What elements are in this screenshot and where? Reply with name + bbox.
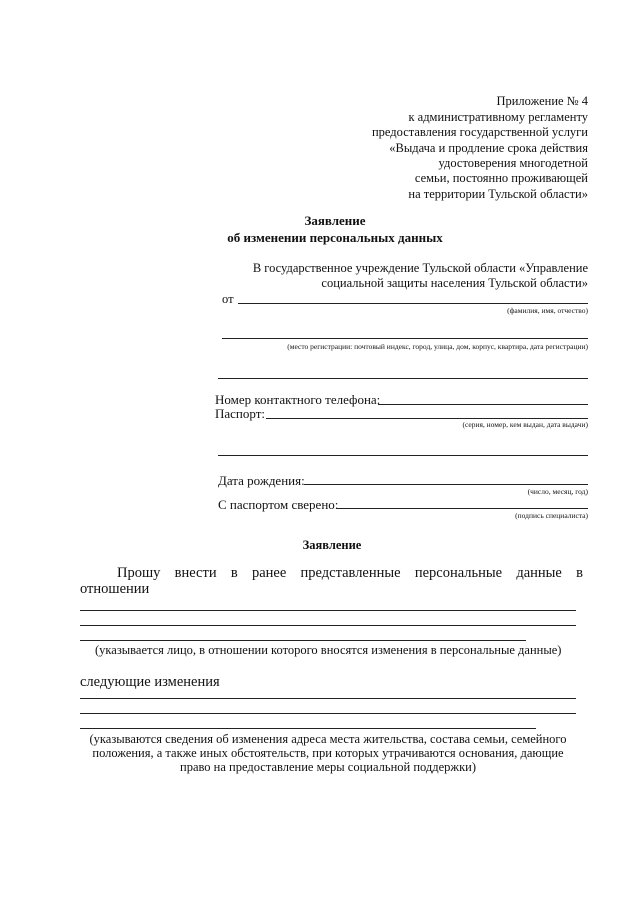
passport-hint: (серия, номер, кем выдан, дата выдачи): [462, 420, 588, 429]
checked-label: С паспортом сверено:: [218, 497, 339, 512]
statement-heading: Заявление: [302, 538, 362, 552]
appendix-line-2: к административному регламенту: [408, 110, 588, 124]
registration-line-2[interactable]: [218, 378, 588, 379]
checked-line[interactable]: [336, 508, 588, 509]
from-label: от: [222, 292, 234, 306]
request-word: в: [576, 565, 583, 581]
appendix-line-4: «Выдача и продление срока действия: [389, 141, 588, 155]
person-line-3[interactable]: [80, 640, 526, 641]
request-word: данные: [516, 565, 562, 581]
changes-hint-line-1: (указываются сведения об изменения адреса места жительства, состава семьи, семейного: [89, 732, 567, 746]
changes-line-1[interactable]: [80, 698, 576, 699]
form-title: Заявление: [304, 213, 366, 228]
request-line-1: [117, 566, 583, 581]
registration-hint: (место регистрации: почтовый индекс, город, улица, дом, корпус, квартира, дата регистрации): [287, 342, 588, 351]
addressee-line-2: социальной защиты населения Тульской области»: [321, 276, 588, 290]
appendix-line-7: на территории Тульской области»: [408, 187, 588, 201]
person-line-1[interactable]: [80, 610, 576, 611]
request-word: Прошу: [117, 565, 161, 581]
person-line-2[interactable]: [80, 625, 576, 626]
from-line[interactable]: [238, 303, 588, 304]
person-hint: (указывается лицо, в отношении которого вносятся изменения в персональные данные): [95, 643, 562, 657]
passport-line[interactable]: [266, 418, 588, 419]
changes-hint-line-3: право на предоставление меры социальной поддержки): [180, 760, 476, 774]
appendix-line-1: Приложение № 4: [496, 94, 588, 108]
birth-line[interactable]: [304, 484, 588, 485]
changes-line-2[interactable]: [80, 713, 576, 714]
birth-label: Дата рождения:: [218, 473, 305, 488]
appendix-line-6: семьи, постоянно проживающей: [414, 171, 588, 185]
appendix-line-3: предоставления государственной услуги: [371, 125, 588, 139]
passport-line-2[interactable]: [218, 455, 588, 456]
checked-hint: (подпись специалиста): [515, 511, 588, 520]
request-word: в: [230, 565, 238, 581]
changes-hint-line-2: положения, а также иных обстоятельств, при которых утрачиваются основания, дающие: [92, 746, 564, 760]
form-subtitle: об изменении персональных данных: [227, 230, 443, 245]
changes-line-3[interactable]: [80, 728, 536, 729]
request-word: внести: [174, 565, 217, 581]
birth-hint: (число, месяц, год): [527, 487, 588, 496]
request-line-2: отношении: [80, 581, 150, 597]
changes-label: следующие изменения: [80, 674, 220, 690]
phone-line[interactable]: [378, 404, 588, 405]
passport-label: Паспорт:: [215, 406, 266, 421]
request-word: персональные: [414, 565, 503, 581]
phone-label: Номер контактного телефона:: [215, 392, 381, 407]
from-hint: (фамилия, имя, отчество): [507, 306, 588, 315]
addressee-line-1: В государственное учреждение Тульской области «Управление: [252, 261, 588, 275]
request-word: ранее: [251, 565, 287, 581]
appendix-line-5: удостоверения многодетной: [438, 156, 588, 170]
registration-line[interactable]: [222, 338, 588, 339]
request-word: представленные: [300, 565, 401, 581]
